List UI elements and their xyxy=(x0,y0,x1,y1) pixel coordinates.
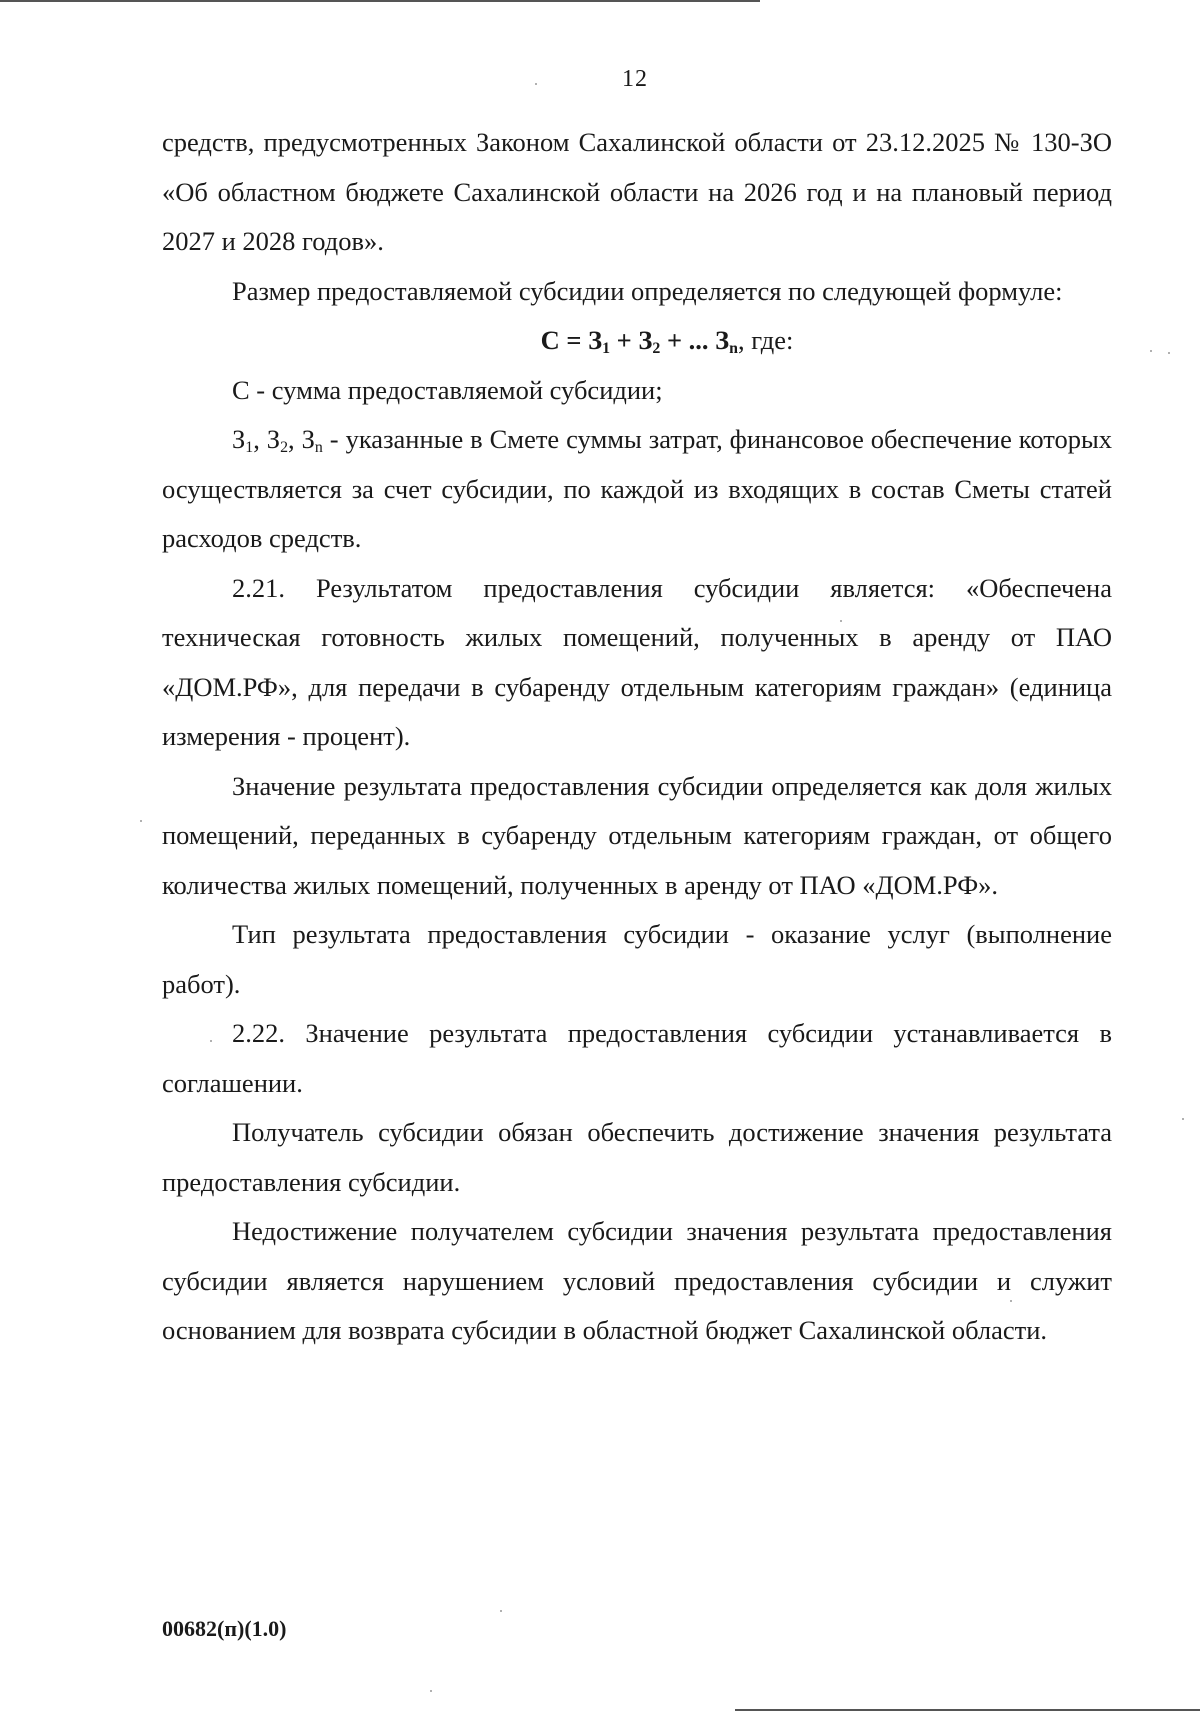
scan-speck xyxy=(430,1690,432,1692)
paragraph-2-22: 2.22. Значение результата предоставления субсидии устанавливается в соглашении. xyxy=(162,1018,1112,1098)
scan-speck xyxy=(140,820,142,822)
paragraph-budget-law: средств, предусмотренных Законом Сахалинской области от 23.12.2025 № 130-ЗО «Об областном бюджете Сахалинской области на 2026 год и на плановый период 2027 и 2028 годов». xyxy=(162,127,1112,256)
paragraph-non-achievement: Недостижение получателем субсидии значения результата предоставления субсидии является нарушением условий предоставления субсидии и служит основанием для возврата субсидии в областной бюджет Сахалинской области. xyxy=(162,1216,1112,1345)
paragraph-result-value: Значение результата предоставления субсидии определяется как доля жилых помещений, переданных в субаренду отдельным категориям граждан, от общего количества жилых помещений, полученных в аренду от ПАО «ДОМ.РФ». xyxy=(162,770,1112,900)
scan-speck xyxy=(535,83,537,85)
paragraph-z-definition: $З_1$, $З_2$, $З_n$ - указанные в Смете суммы затрат, финансовое обеспечение которых осуществляется за счет субсидии, по каждой из входящих в состав Сметы статей расходов средств. xyxy=(162,424,1113,553)
page-number: 12 xyxy=(622,66,648,92)
scan-top-edge xyxy=(0,0,760,2)
scan-speck xyxy=(840,620,842,622)
scan-bottom-edge xyxy=(735,1709,1200,1711)
scan-speck xyxy=(1168,352,1170,354)
scan-speck xyxy=(1150,350,1152,352)
paragraph-formula-intro: Размер предоставляемой субсидии определяется по следующей формуле: xyxy=(232,275,1063,306)
document-code: 00682(п)(1.0) xyxy=(162,1616,287,1641)
scan-speck xyxy=(1182,1118,1184,1120)
subsidy-formula: $С = З_1 + З_2$ + ... $З_n$, где: xyxy=(540,325,794,357)
paragraph-recipient-obligation: Получатель субсидии обязан обеспечить достижение значения результата предоставления субсидии. xyxy=(162,1117,1112,1197)
scan-speck xyxy=(210,1040,212,1042)
scan-speck xyxy=(1010,1300,1012,1302)
document-body xyxy=(162,118,1112,1356)
paragraph-result-type: Тип результата предоставления субсидии - оказание услуг (выполнение работ). xyxy=(162,919,1112,999)
paragraph-2-21-result: 2.21. Результатом предоставления субсидии является: «Обеспечена техническая готовность жилых помещений, полученных в аренду от ПАО «ДОМ.РФ», для передачи в субаренду отдельным категориям граждан» (единица измерения - процент). xyxy=(162,572,1112,751)
scan-speck xyxy=(500,1610,502,1612)
paragraph-c-definition: С - сумма предоставляемой субсидии; xyxy=(232,374,663,405)
